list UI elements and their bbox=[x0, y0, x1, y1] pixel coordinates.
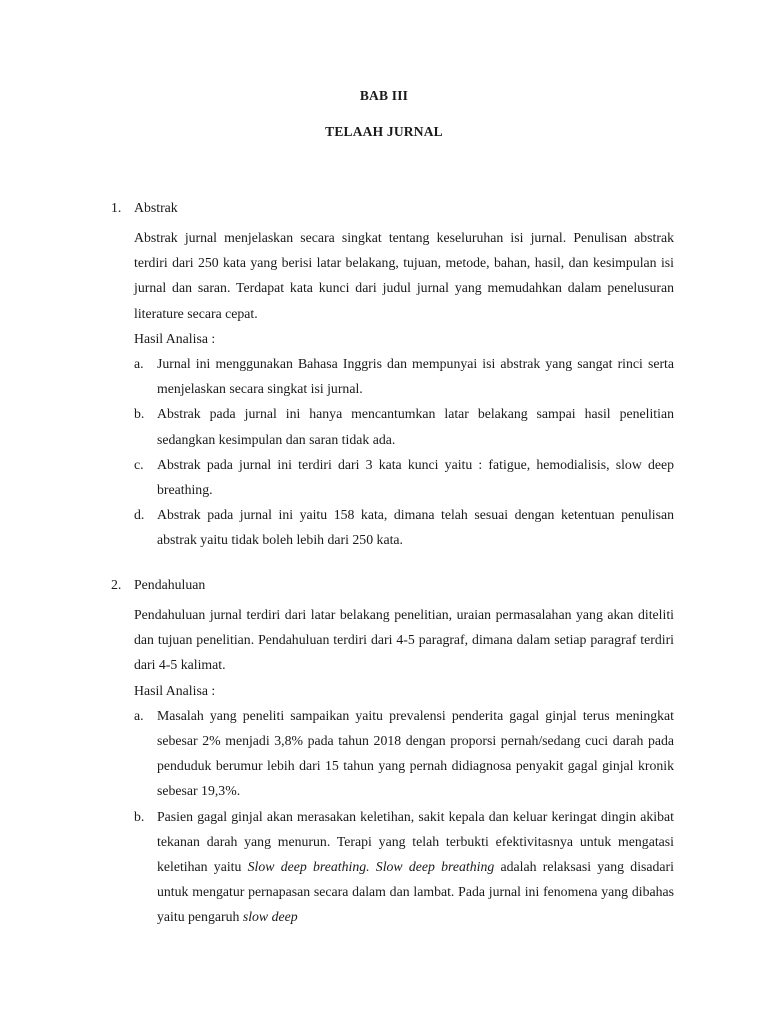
section-title: Pendahuluan bbox=[134, 577, 206, 592]
list-item bbox=[134, 804, 674, 930]
analysis-label: Hasil Analisa : bbox=[134, 682, 216, 698]
list-item bbox=[134, 703, 674, 804]
section-number: 2. bbox=[111, 577, 122, 592]
analysis-label: Hasil Analisa : bbox=[134, 330, 216, 346]
list-item-letter: d. bbox=[134, 507, 145, 523]
list-item-letter: b. bbox=[134, 406, 145, 422]
section-heading bbox=[0, 200, 768, 225]
list-item bbox=[134, 452, 674, 502]
list-item-text: Jurnal ini menggunakan Bahasa Inggris dan mempunyai isi abstrak yang sangat rinci serta menjelaskan secara singkat isi jurnal. bbox=[157, 356, 674, 397]
list-item-letter: c. bbox=[134, 456, 144, 472]
list-item bbox=[134, 401, 674, 451]
list-item-text-part: adalah relaksasi yang disadari untuk mengatur pernapasan secara dalam dan lambat. Pada jurnal ini fenomena yang dibahas yaitu pengaruh bbox=[157, 859, 674, 925]
list-item bbox=[134, 502, 674, 552]
section-paragraph: Pendahuluan jurnal terdiri dari latar belakang penelitian, uraian permasalahan yang akan diteliti dan tujuan penelitian. Pendahuluan terdiri dari 4-5 paragraf, dimana dalam setiap paragraf terdiri dari 4-5 kalimat. bbox=[134, 607, 674, 673]
list-item-text: Masalah yang peneliti sampaikan yaitu prevalensi penderita gagal ginjal terus meningkat sebesar 2% menjadi 3,8% pada tahun 2018 dengan proporsi pernah/sedang cuci darah pada penduduk berumur lebih dari 15 tahun yang pernah didiagnosa penyakit gagal ginjal kronik sebesar 19,3%. bbox=[157, 707, 674, 799]
list-item-text: Abstrak pada jurnal ini hanya mencantumkan latar belakang sampai hasil penelitian sedangkan kesimpulan dan saran tidak ada. bbox=[157, 406, 674, 447]
list-item-text: Abstrak pada jurnal ini yaitu 158 kata, dimana telah sesuai dengan ketentuan penulisan abstrak yaitu tidak boleh lebih dari 250 kata. bbox=[157, 507, 674, 548]
section-abstrak bbox=[0, 200, 768, 553]
section-number: 1. bbox=[111, 200, 122, 215]
list-item-text: Abstrak pada jurnal ini terdiri dari 3 kata kunci yaitu : fatigue, hemodialisis, slow deep breathing. bbox=[157, 456, 674, 498]
list-item-letter: a. bbox=[134, 356, 144, 372]
section-paragraph: Abstrak jurnal menjelaskan secara singkat tentang keseluruhan isi jurnal. Penulisan abstrak terdiri dari 250 kata yang berisi latar belakang, tujuan, metode, bahan, hasil, dan kesimpulan isi jurnal dan saran. Terdapat kata kunci dari judul jurnal yang memudahkan dalam penelusuran literature secara cepat. bbox=[134, 230, 674, 321]
list-item-letter: b. bbox=[134, 808, 145, 824]
list-item-italic-term: slow deep bbox=[242, 909, 298, 925]
page-title: TELAAH JURNAL bbox=[325, 124, 443, 139]
list-item-letter: a. bbox=[134, 707, 144, 723]
list-item-text-part: Pasien gagal ginjal akan merasakan keletihan, sakit kepala dan keluar keringat dingin akibat tekanan darah yang menurun. Terapi yang telah terbukti efektivitasnya untuk mengatasi keletihan yaitu bbox=[157, 808, 674, 875]
section-heading bbox=[0, 577, 768, 602]
list-item-italic-term: Slow deep breathing. Slow deep breathing bbox=[247, 859, 495, 875]
chapter-heading: BAB III bbox=[359, 88, 409, 103]
list-item bbox=[134, 351, 674, 401]
section-pendahuluan bbox=[0, 577, 768, 930]
section-title: Abstrak bbox=[134, 200, 178, 215]
